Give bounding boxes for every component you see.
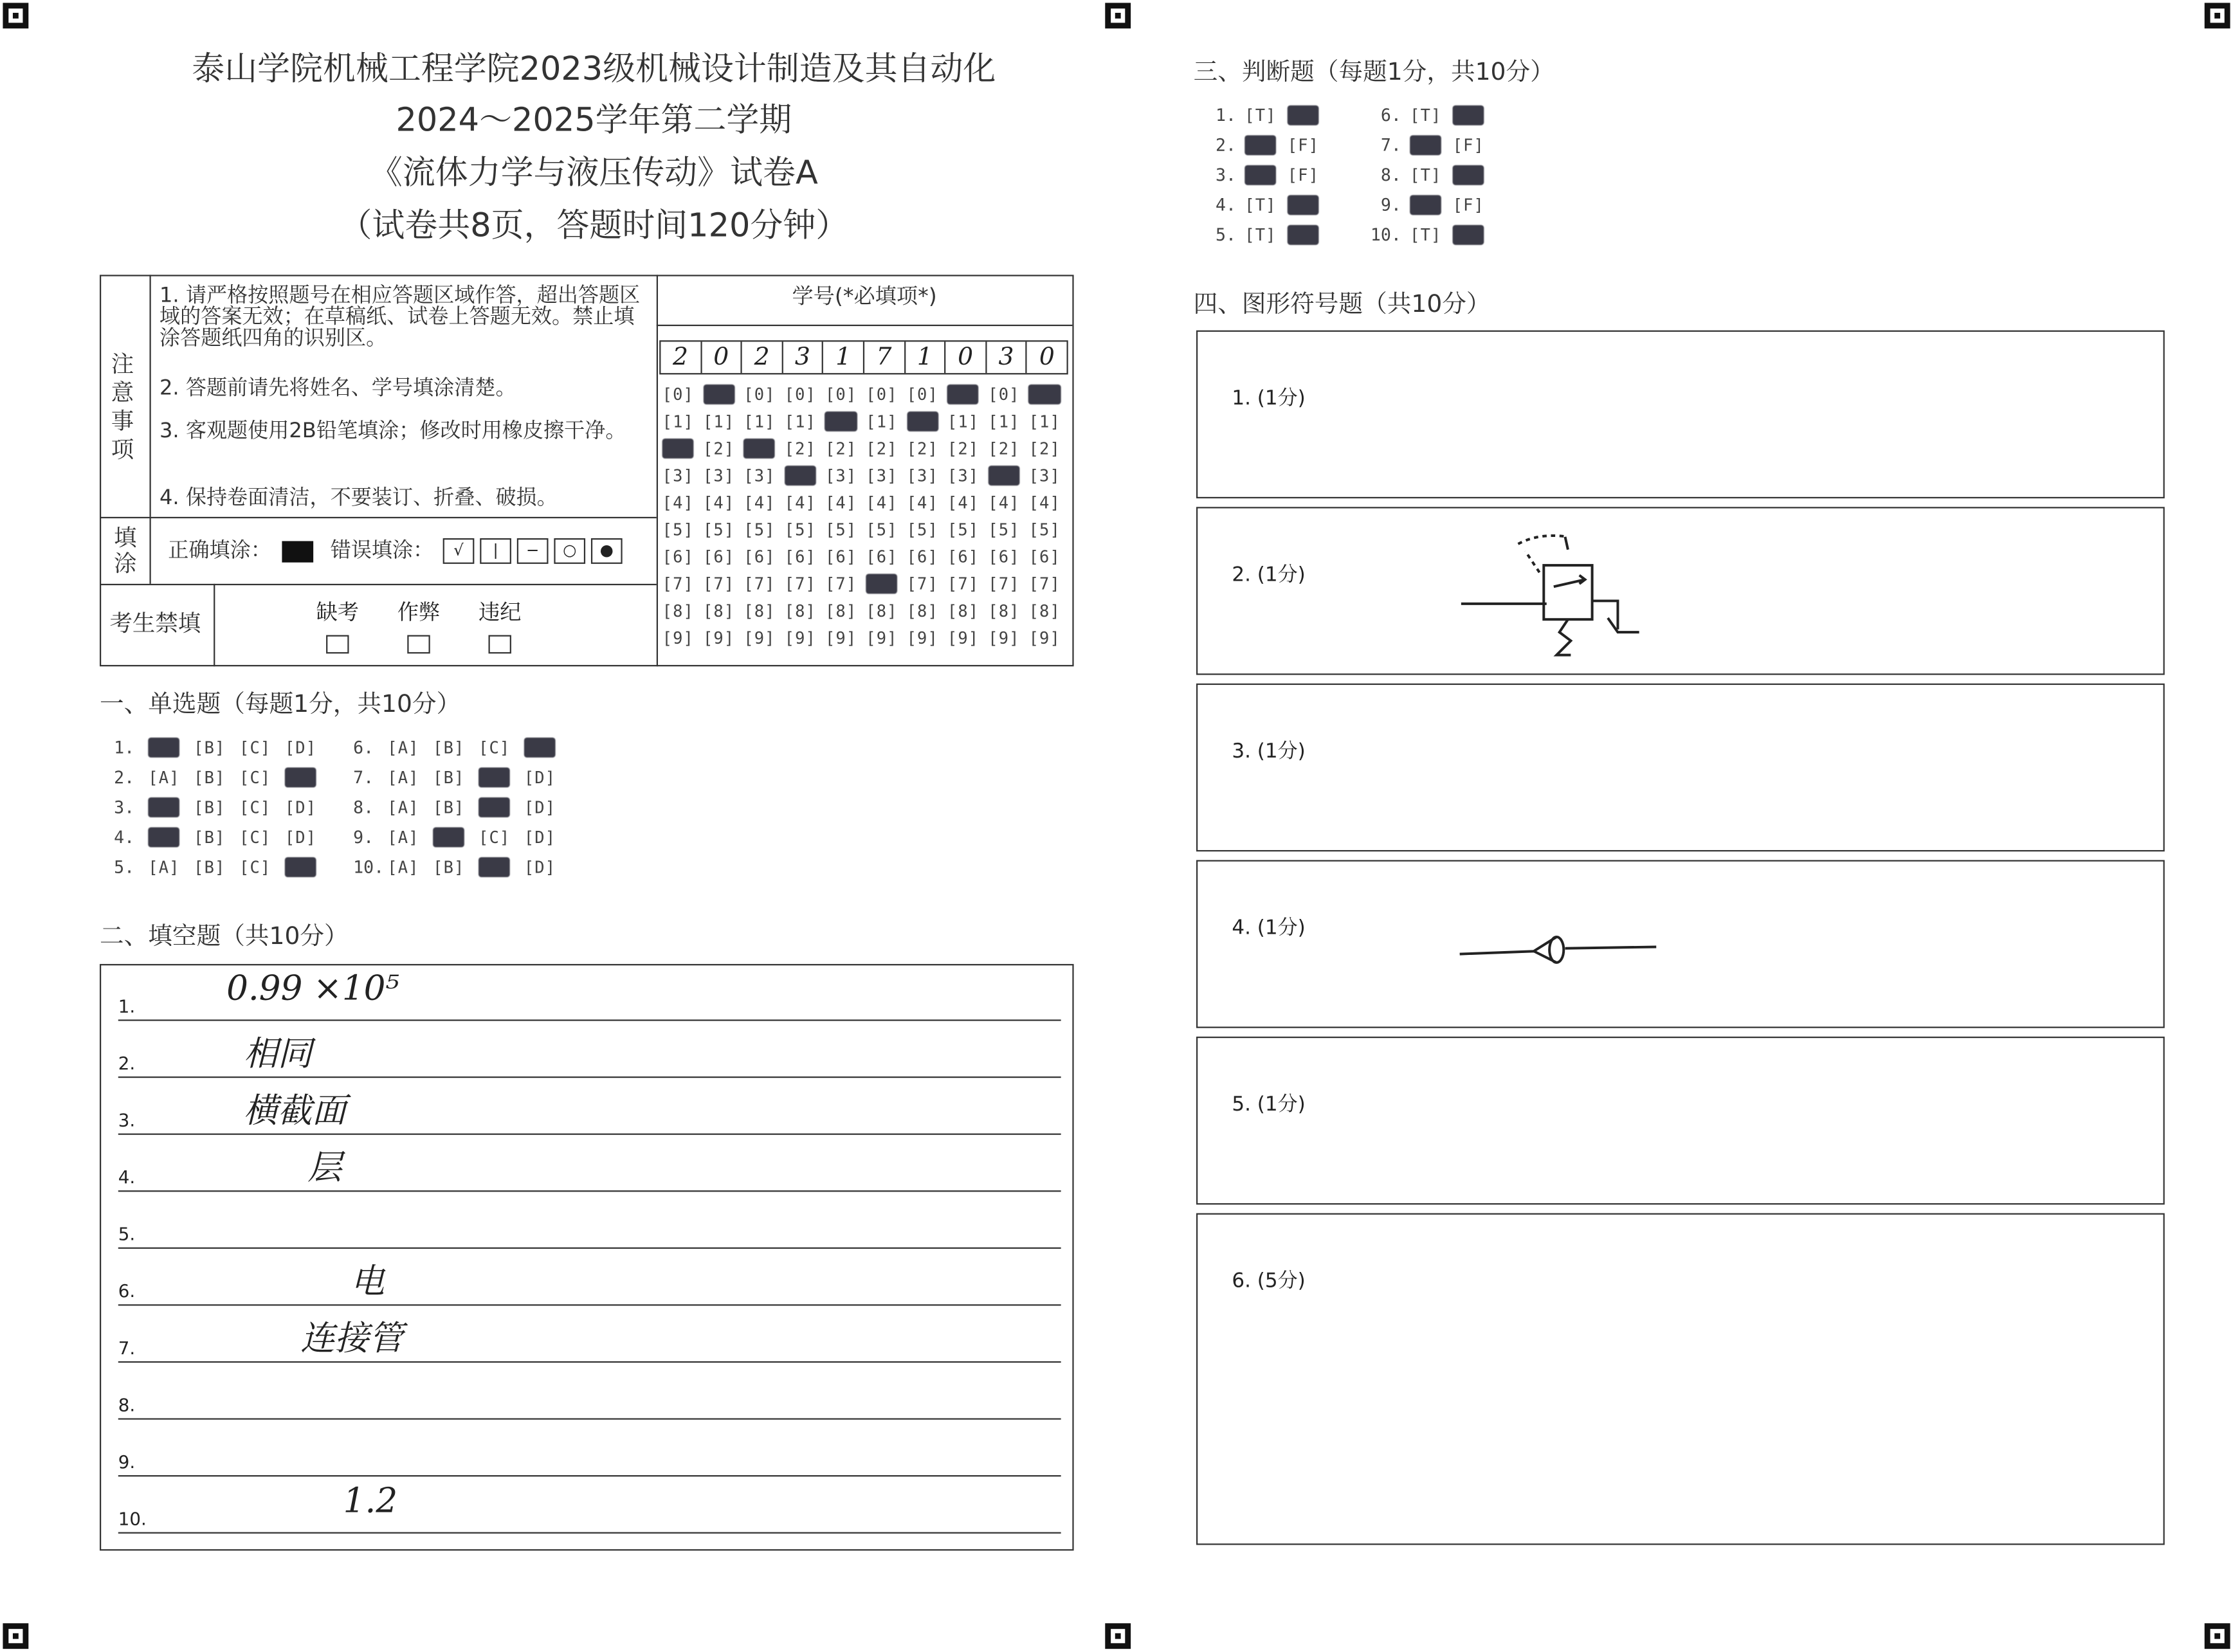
student-id-bubble[interactable]: [4] bbox=[784, 493, 816, 513]
student-id-bubble[interactable]: [0] bbox=[947, 384, 980, 404]
student-id-bubble[interactable]: [0] bbox=[1028, 384, 1061, 404]
choice-bubble-d[interactable]: [D] bbox=[284, 827, 317, 848]
student-id-bubble[interactable]: [3] bbox=[662, 466, 694, 486]
choice-bubble-b[interactable]: [B] bbox=[433, 767, 465, 788]
wrong-fill-example: ● bbox=[591, 538, 623, 564]
student-id-bubble[interactable]: [3] bbox=[702, 466, 735, 486]
student-id-bubble[interactable]: [7] bbox=[784, 574, 816, 594]
choice-bubble-a[interactable]: [A] bbox=[148, 797, 180, 818]
choice-bubble-c[interactable]: [C] bbox=[479, 827, 511, 848]
checkbox[interactable] bbox=[326, 635, 349, 654]
hand-drawn-symbol-sketch bbox=[1454, 925, 1668, 968]
question-number: 9. bbox=[353, 827, 374, 848]
forbidden-option-label: 缺考 bbox=[316, 599, 360, 626]
student-id-bubble[interactable]: [3] bbox=[947, 466, 980, 486]
question-number: 3. bbox=[1216, 165, 1237, 185]
choice-bubble-d[interactable]: [D] bbox=[524, 857, 556, 878]
question-number: 5. bbox=[114, 857, 135, 878]
question-number: 5. bbox=[1216, 224, 1237, 245]
fill-label: 填涂 bbox=[114, 523, 137, 577]
student-id-digit: 3 bbox=[987, 341, 1027, 373]
section2-title: 二、填空题（共10分） bbox=[100, 922, 349, 952]
blank-number: 3. bbox=[118, 1109, 136, 1131]
student-id-bubble[interactable]: [8] bbox=[947, 601, 980, 621]
tf-bubble-f[interactable]: [F] bbox=[1287, 165, 1320, 185]
symbol-answer-box-2[interactable] bbox=[1196, 507, 2165, 675]
exam-title-line1: 泰山学院机械工程学院2023级机械设计制造及其自动化 bbox=[192, 51, 996, 89]
question-number: 4. bbox=[1216, 195, 1237, 215]
student-id-bubble[interactable]: [4] bbox=[906, 493, 938, 513]
choice-bubble-c[interactable]: [C] bbox=[479, 767, 511, 788]
forbidden-option-label: 违纪 bbox=[479, 599, 522, 626]
student-id-bubble[interactable]: [0] bbox=[702, 384, 735, 404]
choice-bubble-c[interactable]: [C] bbox=[239, 827, 271, 848]
student-id-bubble[interactable]: [4] bbox=[947, 493, 980, 513]
tf-bubble-t[interactable]: [T] bbox=[1244, 165, 1277, 185]
student-id-bubble[interactable]: [1] bbox=[825, 411, 857, 431]
corner-registration-mark bbox=[2205, 3, 2230, 28]
student-id-digit: 2 bbox=[742, 341, 783, 373]
wrong-fill-label: 错误填涂： bbox=[330, 540, 434, 563]
student-id-bubble[interactable]: [5] bbox=[906, 520, 938, 540]
choice-bubble-a[interactable]: [A] bbox=[387, 738, 419, 758]
student-id-bubble[interactable]: [3] bbox=[825, 466, 857, 486]
student-id-bubble[interactable]: [4] bbox=[866, 493, 898, 513]
student-id-bubble[interactable]: [8] bbox=[866, 601, 898, 621]
student-id-bubble[interactable]: [8] bbox=[906, 601, 938, 621]
question-number: 6. bbox=[353, 738, 374, 758]
tf-bubble-t[interactable]: [T] bbox=[1244, 105, 1277, 125]
corner-registration-mark bbox=[1105, 3, 1131, 28]
question-label: 1. (1分) bbox=[1232, 387, 1306, 410]
handwritten-answer[interactable]: 横截面 bbox=[243, 1091, 347, 1131]
choice-bubble-b[interactable]: [B] bbox=[433, 857, 465, 878]
tf-bubble-f[interactable]: [F] bbox=[1287, 135, 1320, 156]
student-id-bubble[interactable]: [2] bbox=[743, 439, 776, 459]
student-id-bubble[interactable]: [5] bbox=[743, 520, 776, 540]
answer-line bbox=[118, 1134, 1061, 1135]
tf-bubble-f[interactable]: [F] bbox=[1452, 105, 1484, 125]
choice-bubble-a[interactable]: [A] bbox=[387, 767, 419, 788]
student-id-bubble[interactable]: [0] bbox=[825, 384, 857, 404]
checkbox[interactable] bbox=[489, 635, 511, 654]
choice-bubble-c[interactable]: [C] bbox=[479, 797, 511, 818]
student-id-bubble[interactable]: [9] bbox=[702, 628, 735, 648]
symbol-answer-box-1[interactable] bbox=[1196, 331, 2165, 498]
wrong-fill-example: | bbox=[480, 538, 511, 564]
choice-bubble-b[interactable]: [B] bbox=[194, 827, 226, 848]
tf-bubble-t[interactable]: [T] bbox=[1410, 165, 1442, 185]
question-number: 10. bbox=[353, 857, 385, 878]
choice-bubble-a[interactable]: [A] bbox=[148, 827, 180, 848]
choice-bubble-b[interactable]: [B] bbox=[433, 797, 465, 818]
tf-bubble-f[interactable]: [F] bbox=[1452, 195, 1484, 215]
student-id-bubble[interactable]: [3] bbox=[988, 466, 1020, 486]
student-id-bubble[interactable]: [5] bbox=[866, 520, 898, 540]
forbidden-options bbox=[316, 597, 522, 654]
choice-bubble-d[interactable]: [D] bbox=[524, 797, 556, 818]
choice-bubble-b[interactable]: [B] bbox=[194, 738, 226, 758]
answer-line bbox=[118, 1304, 1061, 1305]
question-number: 9. bbox=[1380, 195, 1401, 215]
corner-registration-mark bbox=[3, 3, 28, 28]
student-id-bubble[interactable]: [9] bbox=[662, 628, 694, 648]
blank-number: 1. bbox=[118, 995, 136, 1017]
student-id-digit: 1 bbox=[905, 341, 945, 373]
question-number: 8. bbox=[353, 797, 374, 818]
handwritten-answer[interactable]: 层 bbox=[307, 1147, 342, 1188]
forbidden-option[interactable] bbox=[479, 597, 521, 654]
student-id-digit: 0 bbox=[946, 341, 987, 373]
student-id-bubble[interactable]: [5] bbox=[784, 520, 816, 540]
forbidden-option[interactable] bbox=[316, 597, 359, 654]
student-id-bubble[interactable]: [7] bbox=[702, 574, 735, 594]
forbidden-option[interactable] bbox=[397, 597, 440, 654]
student-id-bubble[interactable]: [2] bbox=[947, 439, 980, 459]
choice-bubble-d[interactable]: [D] bbox=[284, 857, 317, 878]
student-id-bubble[interactable]: [9] bbox=[1028, 628, 1061, 648]
question-label: 5. (1分) bbox=[1232, 1093, 1306, 1117]
student-id-bubble[interactable]: [3] bbox=[784, 466, 816, 486]
choice-bubble-b[interactable]: [B] bbox=[433, 827, 465, 848]
student-id-bubble[interactable]: [0] bbox=[866, 384, 898, 404]
student-id-bubble[interactable]: [6] bbox=[743, 547, 776, 567]
notice-item: 4. 保持卷面清洁，不要装订、折叠、破损。 bbox=[160, 487, 558, 510]
student-id-bubble[interactable]: [1] bbox=[743, 411, 776, 431]
exam-course: 《流体力学与液压传动》试卷A bbox=[369, 155, 818, 192]
student-id-bubble[interactable]: [1] bbox=[1028, 411, 1061, 431]
tf-bubble-t[interactable]: [T] bbox=[1244, 135, 1277, 156]
choice-bubble-c[interactable]: [C] bbox=[239, 797, 271, 818]
symbol-answer-box-6[interactable] bbox=[1196, 1213, 2165, 1545]
choice-bubble-a[interactable]: [A] bbox=[387, 827, 419, 848]
tf-bubble-t[interactable]: [T] bbox=[1410, 195, 1442, 215]
notice-item: 2. 答题前请先将姓名、学号填涂清楚。 bbox=[160, 377, 516, 401]
student-id-bubble[interactable]: [0] bbox=[662, 384, 694, 404]
student-id-bubble[interactable]: [1] bbox=[662, 411, 694, 431]
student-id-bubble[interactable]: [2] bbox=[702, 439, 735, 459]
student-id-label: 学号(*必填项*) bbox=[792, 283, 937, 309]
blank-number: 7. bbox=[118, 1337, 136, 1359]
student-id-bubble[interactable]: [2] bbox=[825, 439, 857, 459]
student-id-bubble[interactable]: [5] bbox=[988, 520, 1020, 540]
blank-number: 5. bbox=[118, 1223, 136, 1245]
answer-line bbox=[118, 1361, 1061, 1363]
wrong-fill-example: ○ bbox=[554, 538, 585, 564]
wrong-fill-examples bbox=[443, 538, 623, 564]
choice-bubble-d[interactable]: [D] bbox=[524, 767, 556, 788]
student-id-bubble[interactable]: [6] bbox=[947, 547, 980, 567]
student-id-bubble[interactable]: [4] bbox=[702, 493, 735, 513]
student-id-bubble[interactable]: [3] bbox=[743, 466, 776, 486]
question-number: 2. bbox=[114, 767, 135, 788]
student-id-bubble[interactable]: [1] bbox=[866, 411, 898, 431]
question-number: 1. bbox=[114, 738, 135, 758]
student-id-bubble[interactable]: [6] bbox=[906, 547, 938, 567]
student-id-bubble[interactable]: [2] bbox=[1028, 439, 1061, 459]
student-id-bubble[interactable]: [6] bbox=[866, 547, 898, 567]
wrong-fill-example: − bbox=[517, 538, 549, 564]
tf-bubble-t[interactable]: [T] bbox=[1410, 135, 1442, 156]
choice-bubble-c[interactable]: [C] bbox=[479, 738, 511, 758]
forbidden-option-label: 作弊 bbox=[397, 599, 441, 626]
answer-line bbox=[118, 1076, 1061, 1078]
question-number: 7. bbox=[1380, 135, 1401, 156]
question-number: 1. bbox=[1216, 105, 1237, 125]
question-label: 4. (1分) bbox=[1232, 917, 1306, 940]
tf-bubble-f[interactable]: [F] bbox=[1287, 224, 1320, 245]
student-id-digit: 0 bbox=[1039, 343, 1055, 372]
question-number: 2. bbox=[1216, 135, 1237, 156]
answer-line bbox=[118, 1248, 1061, 1249]
blank-number: 4. bbox=[118, 1166, 136, 1188]
checkbox[interactable] bbox=[407, 635, 430, 654]
student-id-bubble[interactable]: [9] bbox=[947, 628, 980, 648]
student-id-bubble[interactable]: [8] bbox=[1028, 601, 1061, 621]
choice-bubble-b[interactable]: [B] bbox=[194, 767, 226, 788]
student-id-bubble[interactable]: [8] bbox=[743, 601, 776, 621]
exam-info: （试卷共8页，答题时间120分钟） bbox=[339, 208, 849, 245]
question-number: 4. bbox=[114, 827, 135, 848]
tf-bubble-t[interactable]: [T] bbox=[1410, 105, 1442, 125]
tf-bubble-t[interactable]: [T] bbox=[1244, 195, 1277, 215]
answer-line bbox=[118, 1475, 1061, 1476]
handwritten-answer[interactable]: 连接管 bbox=[300, 1318, 403, 1359]
student-id-bubble[interactable]: [7] bbox=[988, 574, 1020, 594]
handwritten-answer[interactable]: 0.99 ×10⁵ bbox=[226, 968, 399, 1008]
student-id-bubble[interactable]: [5] bbox=[662, 520, 694, 540]
student-id-bubble[interactable]: [2] bbox=[784, 439, 816, 459]
student-id-bubble[interactable]: [6] bbox=[988, 547, 1020, 567]
student-id-bubble[interactable]: [8] bbox=[988, 601, 1020, 621]
blank-number: 8. bbox=[118, 1393, 136, 1416]
answer-line bbox=[118, 1190, 1061, 1192]
choice-bubble-d[interactable]: [D] bbox=[284, 767, 317, 788]
student-id-bubble[interactable]: [7] bbox=[866, 574, 898, 594]
student-id-digit: 2 bbox=[661, 341, 701, 373]
question-number: 6. bbox=[1380, 105, 1401, 125]
student-id-bubble[interactable]: [8] bbox=[784, 601, 816, 621]
question-label: 2. (1分) bbox=[1232, 563, 1306, 587]
student-id-bubble[interactable]: [3] bbox=[1028, 466, 1061, 486]
choice-bubble-d[interactable]: [D] bbox=[524, 827, 556, 848]
choice-bubble-d[interactable]: [D] bbox=[284, 738, 317, 758]
choice-bubble-c[interactable]: [C] bbox=[239, 857, 271, 878]
student-id-bubble[interactable]: [1] bbox=[988, 411, 1020, 431]
blank-number: 2. bbox=[118, 1052, 136, 1074]
student-id-bubble[interactable]: [5] bbox=[947, 520, 980, 540]
student-id-bubble[interactable]: [4] bbox=[662, 493, 694, 513]
student-id-bubble[interactable]: [1] bbox=[702, 411, 735, 431]
question-number: 3. bbox=[114, 797, 135, 818]
student-id-bubble[interactable]: [7] bbox=[906, 574, 938, 594]
answer-line bbox=[118, 1532, 1061, 1534]
tf-bubble-f[interactable]: [F] bbox=[1452, 135, 1484, 156]
tf-bubble-f[interactable]: [F] bbox=[1452, 165, 1484, 185]
student-id-bubble[interactable]: [0] bbox=[906, 384, 938, 404]
symbol-answer-box-4[interactable] bbox=[1196, 860, 2165, 1028]
section4-title: 四、图形符号题（共10分） bbox=[1193, 290, 1491, 320]
question-number: 7. bbox=[353, 767, 374, 788]
handwritten-answer[interactable]: 相同 bbox=[243, 1033, 312, 1074]
correct-fill-label: 正确填涂： bbox=[168, 540, 271, 563]
correct-fill-example bbox=[282, 541, 313, 562]
student-id-bubble[interactable]: [4] bbox=[1028, 493, 1061, 513]
student-id-bubble[interactable]: [5] bbox=[702, 520, 735, 540]
tf-bubble-f[interactable]: [F] bbox=[1287, 195, 1320, 215]
choice-bubble-d[interactable]: [D] bbox=[284, 797, 317, 818]
student-id-bubble[interactable]: [8] bbox=[702, 601, 735, 621]
student-id-bubble[interactable]: [6] bbox=[784, 547, 816, 567]
tf-bubble-f[interactable]: [F] bbox=[1452, 224, 1484, 245]
student-id-bubble[interactable]: [4] bbox=[825, 493, 857, 513]
section3-title: 三、判断题（每题1分，共10分） bbox=[1193, 58, 1554, 87]
student-id-bubble[interactable]: [2] bbox=[988, 439, 1020, 459]
wrong-fill-example: √ bbox=[443, 538, 475, 564]
student-id-bubble[interactable]: [4] bbox=[988, 493, 1020, 513]
student-id-bubble[interactable]: [6] bbox=[825, 547, 857, 567]
corner-registration-mark bbox=[2205, 1623, 2230, 1649]
notice-item: 1. 请严格按照题号在相应答题区域作答，超出答题区域的答案无效；在草稿纸、试卷上答题无效。禁止填涂答题纸四角的识别区。 bbox=[160, 284, 641, 350]
hand-drawn-symbol-sketch bbox=[1454, 530, 1654, 665]
question-label: 6. (5分) bbox=[1232, 1270, 1306, 1293]
student-id-bubble[interactable]: [1] bbox=[906, 411, 938, 431]
tf-bubble-f[interactable]: [F] bbox=[1287, 105, 1320, 125]
blank-number: 6. bbox=[118, 1280, 136, 1302]
question-label: 3. (1分) bbox=[1232, 740, 1306, 763]
blank-number: 10. bbox=[118, 1507, 147, 1530]
student-id-bubble[interactable]: [9] bbox=[743, 628, 776, 648]
student-id-digit: 1 bbox=[824, 341, 864, 373]
answer-line bbox=[118, 1418, 1061, 1419]
choice-bubble-b[interactable]: [B] bbox=[194, 857, 226, 878]
student-id-bubble[interactable]: [7] bbox=[1028, 574, 1061, 594]
tf-bubble-t[interactable]: [T] bbox=[1410, 224, 1442, 245]
symbol-answer-box-3[interactable] bbox=[1196, 684, 2165, 851]
corner-registration-mark bbox=[1105, 1623, 1131, 1649]
blank-number: 9. bbox=[118, 1451, 136, 1473]
choice-bubble-a[interactable]: [A] bbox=[148, 767, 180, 788]
student-id-bubble[interactable]: [9] bbox=[866, 628, 898, 648]
student-id-bubble[interactable]: [3] bbox=[866, 466, 898, 486]
fill-blank-box bbox=[100, 964, 1074, 1550]
student-id-bubble[interactable]: [9] bbox=[988, 628, 1020, 648]
student-id-bubble[interactable]: [1] bbox=[947, 411, 980, 431]
forbidden-label: 考生禁填 bbox=[109, 609, 201, 637]
student-id-bubble[interactable]: [9] bbox=[784, 628, 816, 648]
tf-bubble-t[interactable]: [T] bbox=[1244, 224, 1277, 245]
corner-registration-mark bbox=[3, 1623, 28, 1649]
student-id-bubble[interactable]: [3] bbox=[906, 466, 938, 486]
student-id-bubble[interactable]: [7] bbox=[662, 574, 694, 594]
student-id-bubble[interactable]: [2] bbox=[662, 439, 694, 459]
choice-bubble-c[interactable]: [C] bbox=[479, 857, 511, 878]
student-id-bubble[interactable]: [2] bbox=[906, 439, 938, 459]
notice-item: 3. 客观题使用2B铅笔填涂；修改时用橡皮擦干净。 bbox=[160, 420, 626, 443]
question-number: 10. bbox=[1370, 224, 1401, 245]
student-id-bubble[interactable]: [5] bbox=[1028, 520, 1061, 540]
student-id-bubble[interactable]: [0] bbox=[988, 384, 1020, 404]
notice-label: 注意事项 bbox=[111, 350, 134, 463]
choice-bubble-a[interactable]: [A] bbox=[387, 857, 419, 878]
student-id-bubble[interactable]: [1] bbox=[784, 411, 816, 431]
student-id-bubble[interactable]: [8] bbox=[662, 601, 694, 621]
choice-bubble-a[interactable]: [A] bbox=[148, 738, 180, 758]
choice-bubble-c[interactable]: [C] bbox=[239, 767, 271, 788]
exam-term: 2024～2025学年第二学期 bbox=[396, 102, 792, 140]
handwritten-answer[interactable]: 电 bbox=[350, 1261, 385, 1302]
student-id-bubble[interactable]: [7] bbox=[743, 574, 776, 594]
student-id-bubble[interactable]: [7] bbox=[825, 574, 857, 594]
student-id-digit: 3 bbox=[783, 341, 823, 373]
student-id-bubble[interactable]: [8] bbox=[825, 601, 857, 621]
student-id-bubble[interactable]: [6] bbox=[1028, 547, 1061, 567]
symbol-answer-box-5[interactable] bbox=[1196, 1037, 2165, 1204]
choice-bubble-c[interactable]: [C] bbox=[239, 738, 271, 758]
student-id-digits bbox=[659, 340, 1068, 374]
student-id-bubble[interactable]: [5] bbox=[825, 520, 857, 540]
choice-bubble-a[interactable]: [A] bbox=[148, 857, 180, 878]
student-id-digit: 7 bbox=[864, 341, 905, 373]
student-id-bubble[interactable]: [9] bbox=[825, 628, 857, 648]
answer-line bbox=[118, 1019, 1061, 1021]
student-id-bubble[interactable]: [4] bbox=[743, 493, 776, 513]
choice-bubble-b[interactable]: [B] bbox=[194, 797, 226, 818]
choice-bubble-a[interactable]: [A] bbox=[387, 797, 419, 818]
choice-bubble-b[interactable]: [B] bbox=[433, 738, 465, 758]
student-id-bubble[interactable]: [0] bbox=[784, 384, 816, 404]
question-number: 8. bbox=[1380, 165, 1401, 185]
handwritten-answer[interactable]: 1.2 bbox=[343, 1480, 398, 1521]
student-id-bubble[interactable]: [2] bbox=[866, 439, 898, 459]
student-id-bubble[interactable]: [6] bbox=[662, 547, 694, 567]
student-id-digit: 0 bbox=[702, 341, 742, 373]
section1-title: 一、单选题（每题1分，共10分） bbox=[100, 690, 461, 720]
choice-bubble-d[interactable]: [D] bbox=[524, 738, 556, 758]
student-id-bubble[interactable]: [7] bbox=[947, 574, 980, 594]
student-id-bubble[interactable]: [9] bbox=[906, 628, 938, 648]
student-id-bubble[interactable]: [6] bbox=[702, 547, 735, 567]
student-id-bubble[interactable]: [0] bbox=[743, 384, 776, 404]
